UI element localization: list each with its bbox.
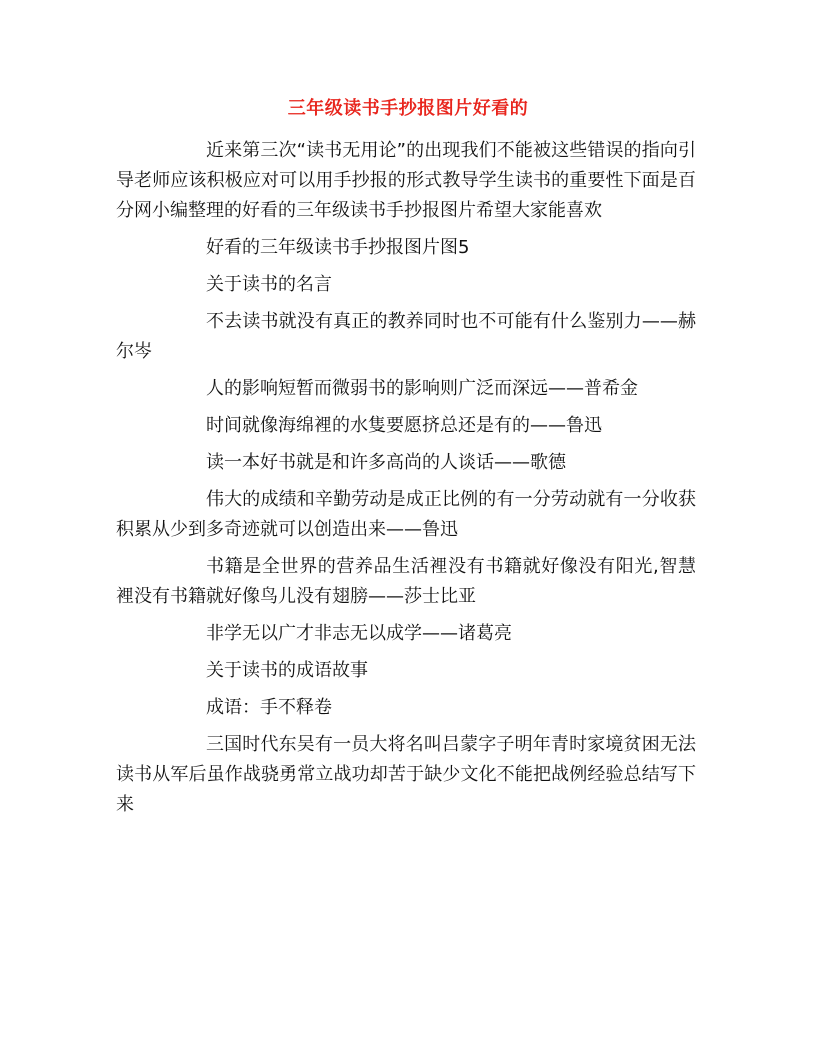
quote-goethe: 读一本好书就是和许多高尚的人谈话——歌德 <box>206 452 566 473</box>
quote-pushkin: 人的影响短暂而微弱书的影响则广泛而深远——普希金 <box>206 378 638 399</box>
paragraph-image-caption: 好看的三年级读书手抄报图片图5 <box>206 237 470 258</box>
section-heading-quotes: 关于读书的名言 <box>206 274 332 295</box>
document-body <box>116 136 696 827</box>
paragraph-intro: 近来第三次“读书无用论”的出现我们不能被这些错误的指向引导老师应该积极应对可以用手抄报的形式教导学生读书的重要性下面是百分网小编整理的好看的三年级读书手抄报图片希望大家能喜欢 <box>116 140 696 221</box>
section-heading-idioms: 关于读书的成语故事 <box>206 660 368 681</box>
quote-zhuge-liang: 非学无以广才非志无以成学——诸葛亮 <box>206 623 512 644</box>
document-title: 三年级读书手抄报图片好看的 <box>287 98 529 119</box>
quote-shakespeare: 书籍是全世界的营养品生活裡没有书籍就好像没有阳光,智慧裡没有书籍就好像鸟儿没有翅膀——莎士比亚 <box>116 556 696 607</box>
idiom-story: 三国时代东吴有一员大将名叫吕蒙字子明年青时家境贫困无法读书从军后虽作战骁勇常立战功却苦于缺少文化不能把战例经验总结写下来 <box>116 734 696 815</box>
quote-herzen: 不去读书就没有真正的教养同时也不可能有什么鉴别力——赫尔岑 <box>116 311 696 362</box>
idiom-label: 成语：手不释卷 <box>206 697 332 718</box>
quote-luxun-time: 时间就像海绵裡的水隻要愿挤总还是有的——鲁迅 <box>206 415 602 436</box>
quote-luxun-labor: 伟大的成绩和辛勤劳动是成正比例的有一分劳动就有一分收获积累从少到多奇迹就可以创造出来——鲁迅 <box>116 489 696 540</box>
